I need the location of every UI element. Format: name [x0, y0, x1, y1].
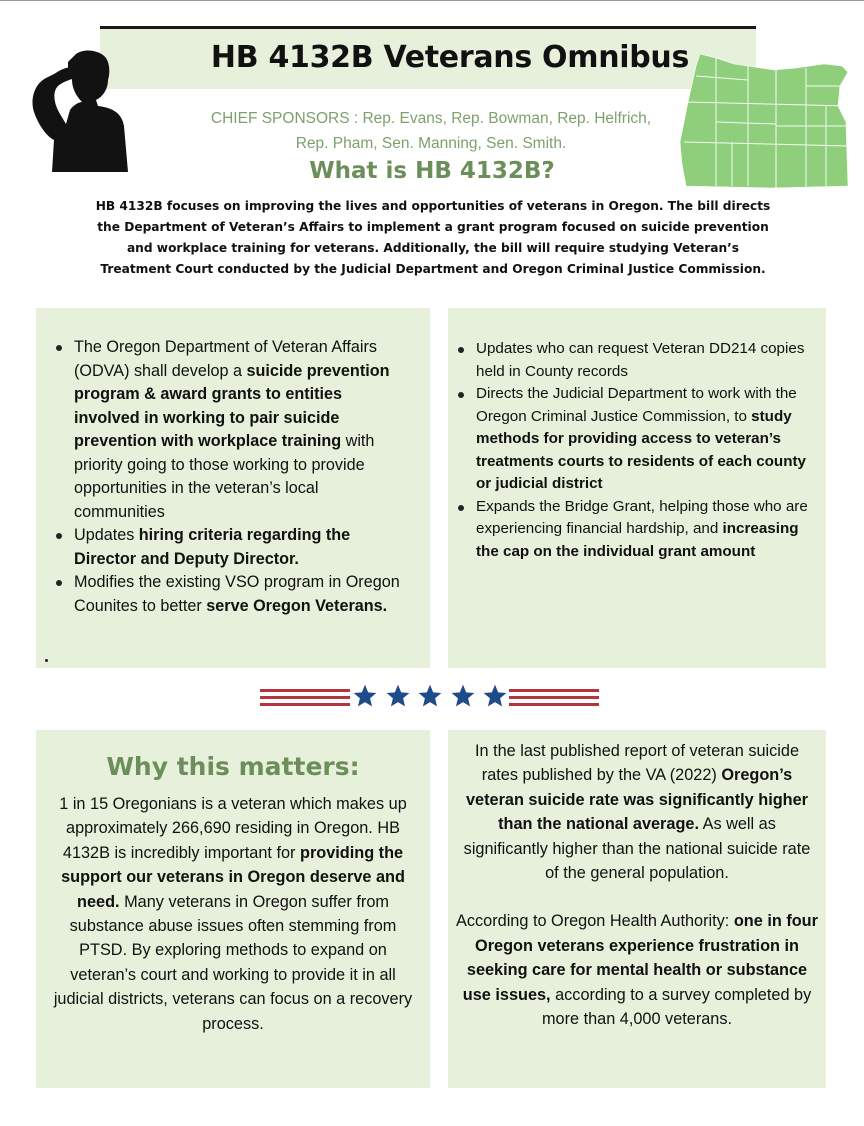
- list-item: Expands the Bridge Grant, helping those who are experiencing financial hardship, and increasing the cap on the individual grant amount: [456, 496, 818, 564]
- list-item: Updates hiring criteria regarding the Director and Deputy Director.: [54, 524, 410, 571]
- page-title: HB 4132B Veterans Omnibus: [210, 40, 690, 75]
- star-icon: [417, 683, 443, 709]
- bill-summary: HB 4132B focuses on improving the lives and opportunities of veterans in Oregon. The bill directs the Department of Veteran’s Affairs to implement a grant program focused on suicide prevention and workplace training for veterans. Additionally, the bill will require studying Veteran’s Treatment Court conducted by the Judicial Department and Oregon Criminal Justice Commission.: [95, 199, 771, 276]
- star-icon: [450, 683, 476, 709]
- va-report-paragraph: In the last published report of veteran suicide rates published by the VA (2022) Oregon’s veteran suicide rate was significantly higher than the national average. As well as significantly higher than the national suicide rate of the general population.: [463, 742, 811, 883]
- list-item: Updates who can request Veteran DD214 copies held in County records: [456, 338, 818, 383]
- star-icon: [385, 683, 411, 709]
- stray-dot: [45, 659, 48, 662]
- section-heading-why: Why this matters:: [106, 752, 360, 781]
- stars-divider: [352, 683, 508, 713]
- list-item: The Oregon Department of Veteran Affairs (ODVA) shall develop a suicide prevention program & award grants to entities involved in working to pair suicide prevention with workplace training with priority going to those working to provide opportunities in the veteran’s local communities: [54, 336, 410, 524]
- top-border-line: [0, 0, 864, 1]
- why-body-text: 1 in 15 Oregonians is a veteran which makes up approximately 266,690 residing in Oregon. HB 4132B is incredibly important for providing the support our veterans in Oregon deserve and need. Many veterans in Oregon suffer from substance abuse issues often stemming from PTSD. By exploring methods to expand on veteran’s court and working to provide it in all judicial districts, veterans can focus on a recovery process.: [53, 795, 413, 1033]
- statistics-text: [456, 739, 818, 1031]
- list-item: Directs the Judicial Department to work with the Oregon Criminal Justice Commission, to study methods for providing access to veteran’s treatments courts to residents of each county or judicial district: [456, 383, 818, 496]
- star-icon: [482, 683, 508, 709]
- provisions-list-left: [54, 336, 410, 618]
- oha-survey-paragraph: According to Oregon Health Authority: one in four Oregon veterans experience frustration in seeking care for mental health or substance use issues, according to a survey completed by more than 4,000 veterans.: [456, 912, 818, 1029]
- red-stripes-left: [260, 689, 350, 709]
- provisions-list-right: [456, 338, 818, 563]
- list-item: Modifies the existing VSO program in Oregon Counites to better serve Oregon Veterans.: [54, 571, 410, 618]
- section-heading-what: What is HB 4132B?: [309, 158, 555, 184]
- red-stripes-right: [509, 689, 599, 709]
- star-icon: [352, 683, 378, 709]
- saluting-soldier-icon: [24, 44, 134, 172]
- chief-sponsors: CHIEF SPONSORS : Rep. Evans, Rep. Bowman, Rep. Helfrich, Rep. Pham, Sen. Manning, Sen. Smith.: [210, 110, 652, 152]
